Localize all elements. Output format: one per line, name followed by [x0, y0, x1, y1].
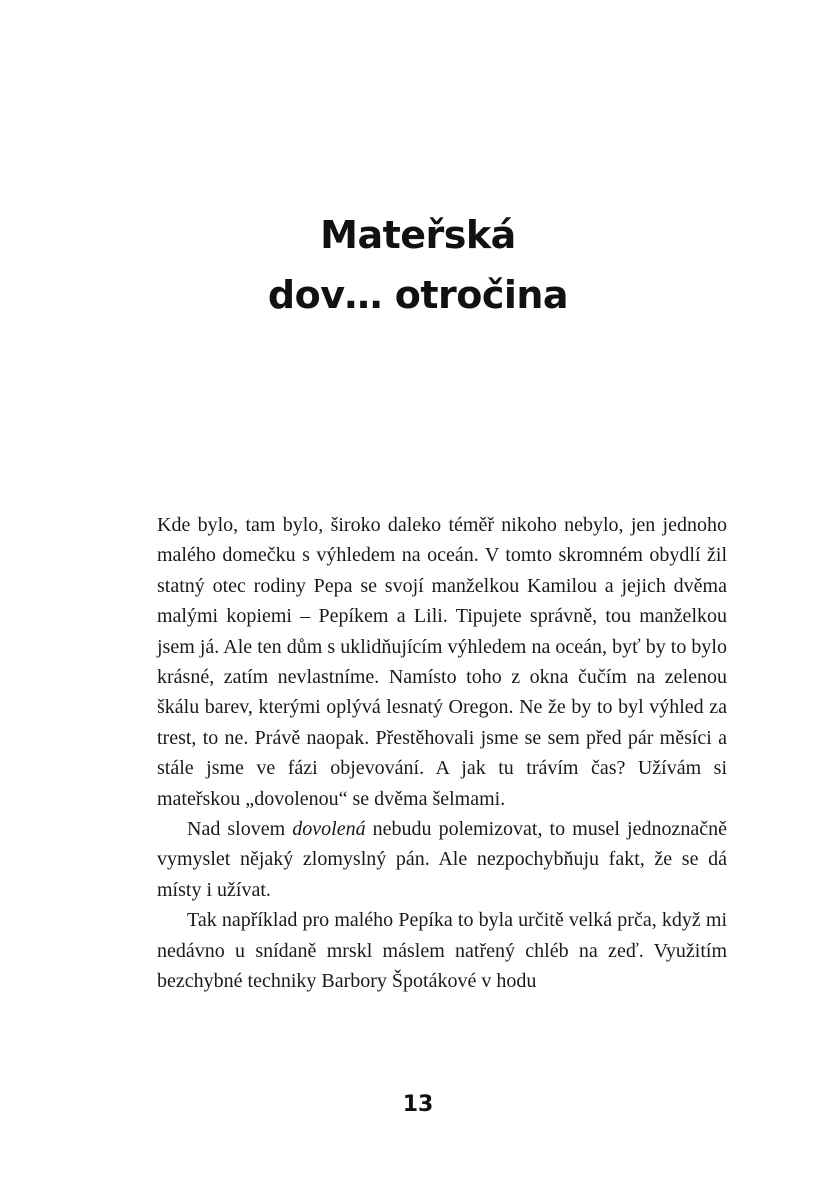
emphasized-word: dovolená: [292, 818, 366, 841]
paragraph-2-start: Nad slovem: [187, 818, 293, 841]
body-text: [157, 510, 727, 997]
chapter-title-line-1: Mateřská: [320, 213, 516, 257]
paragraph-3: Tak například pro malého Pepíka to byla určitě velká prča, když mi nedávno u snídaně mrskl máslem natřený chléb na zeď. Využitím bezchybné techniky Barbory Špotákové v hodu: [157, 909, 727, 993]
paragraph-2: [157, 814, 727, 905]
paragraph-2-end: nebudu polemizovat, to musel jednoznačně vymyslet nějaký zlomyslný pán. Ale nezpochybňuju fakt, že se dá místy i užívat.: [157, 818, 727, 901]
page-number: 13: [402, 1092, 434, 1117]
chapter-title-line-2: dov… otročina: [267, 273, 569, 317]
paragraph-1: Kde bylo, tam bylo, široko daleko téměř nikoho nebylo, jen jednoho malého domečku s výhledem na oceán. V tomto skromném obydlí žil statný otec rodiny Pepa se svojí manželkou Kamilou a jejich dvěma malými kopiemi – Pepíkem a Lili. Tipujete správně, tou manželkou jsem já. Ale ten dům s uklidňujícím výhledem na oceán, byť by to bylo krásné, zatím nevlastníme. Namísto toho z okna čučím na zelenou škálu barev, kterými oplývá lesnatý Oregon. Ne že by to byl výhled za trest, to ne. Právě naopak. Přestěhovali jsme se sem před pár měsíci a stále jsme ve fázi objevování. A jak tu trávím čas? Užívám si mateřskou „dovolenou“ se dvěma šelmami.: [157, 514, 727, 810]
chapter-title: [0, 205, 836, 325]
